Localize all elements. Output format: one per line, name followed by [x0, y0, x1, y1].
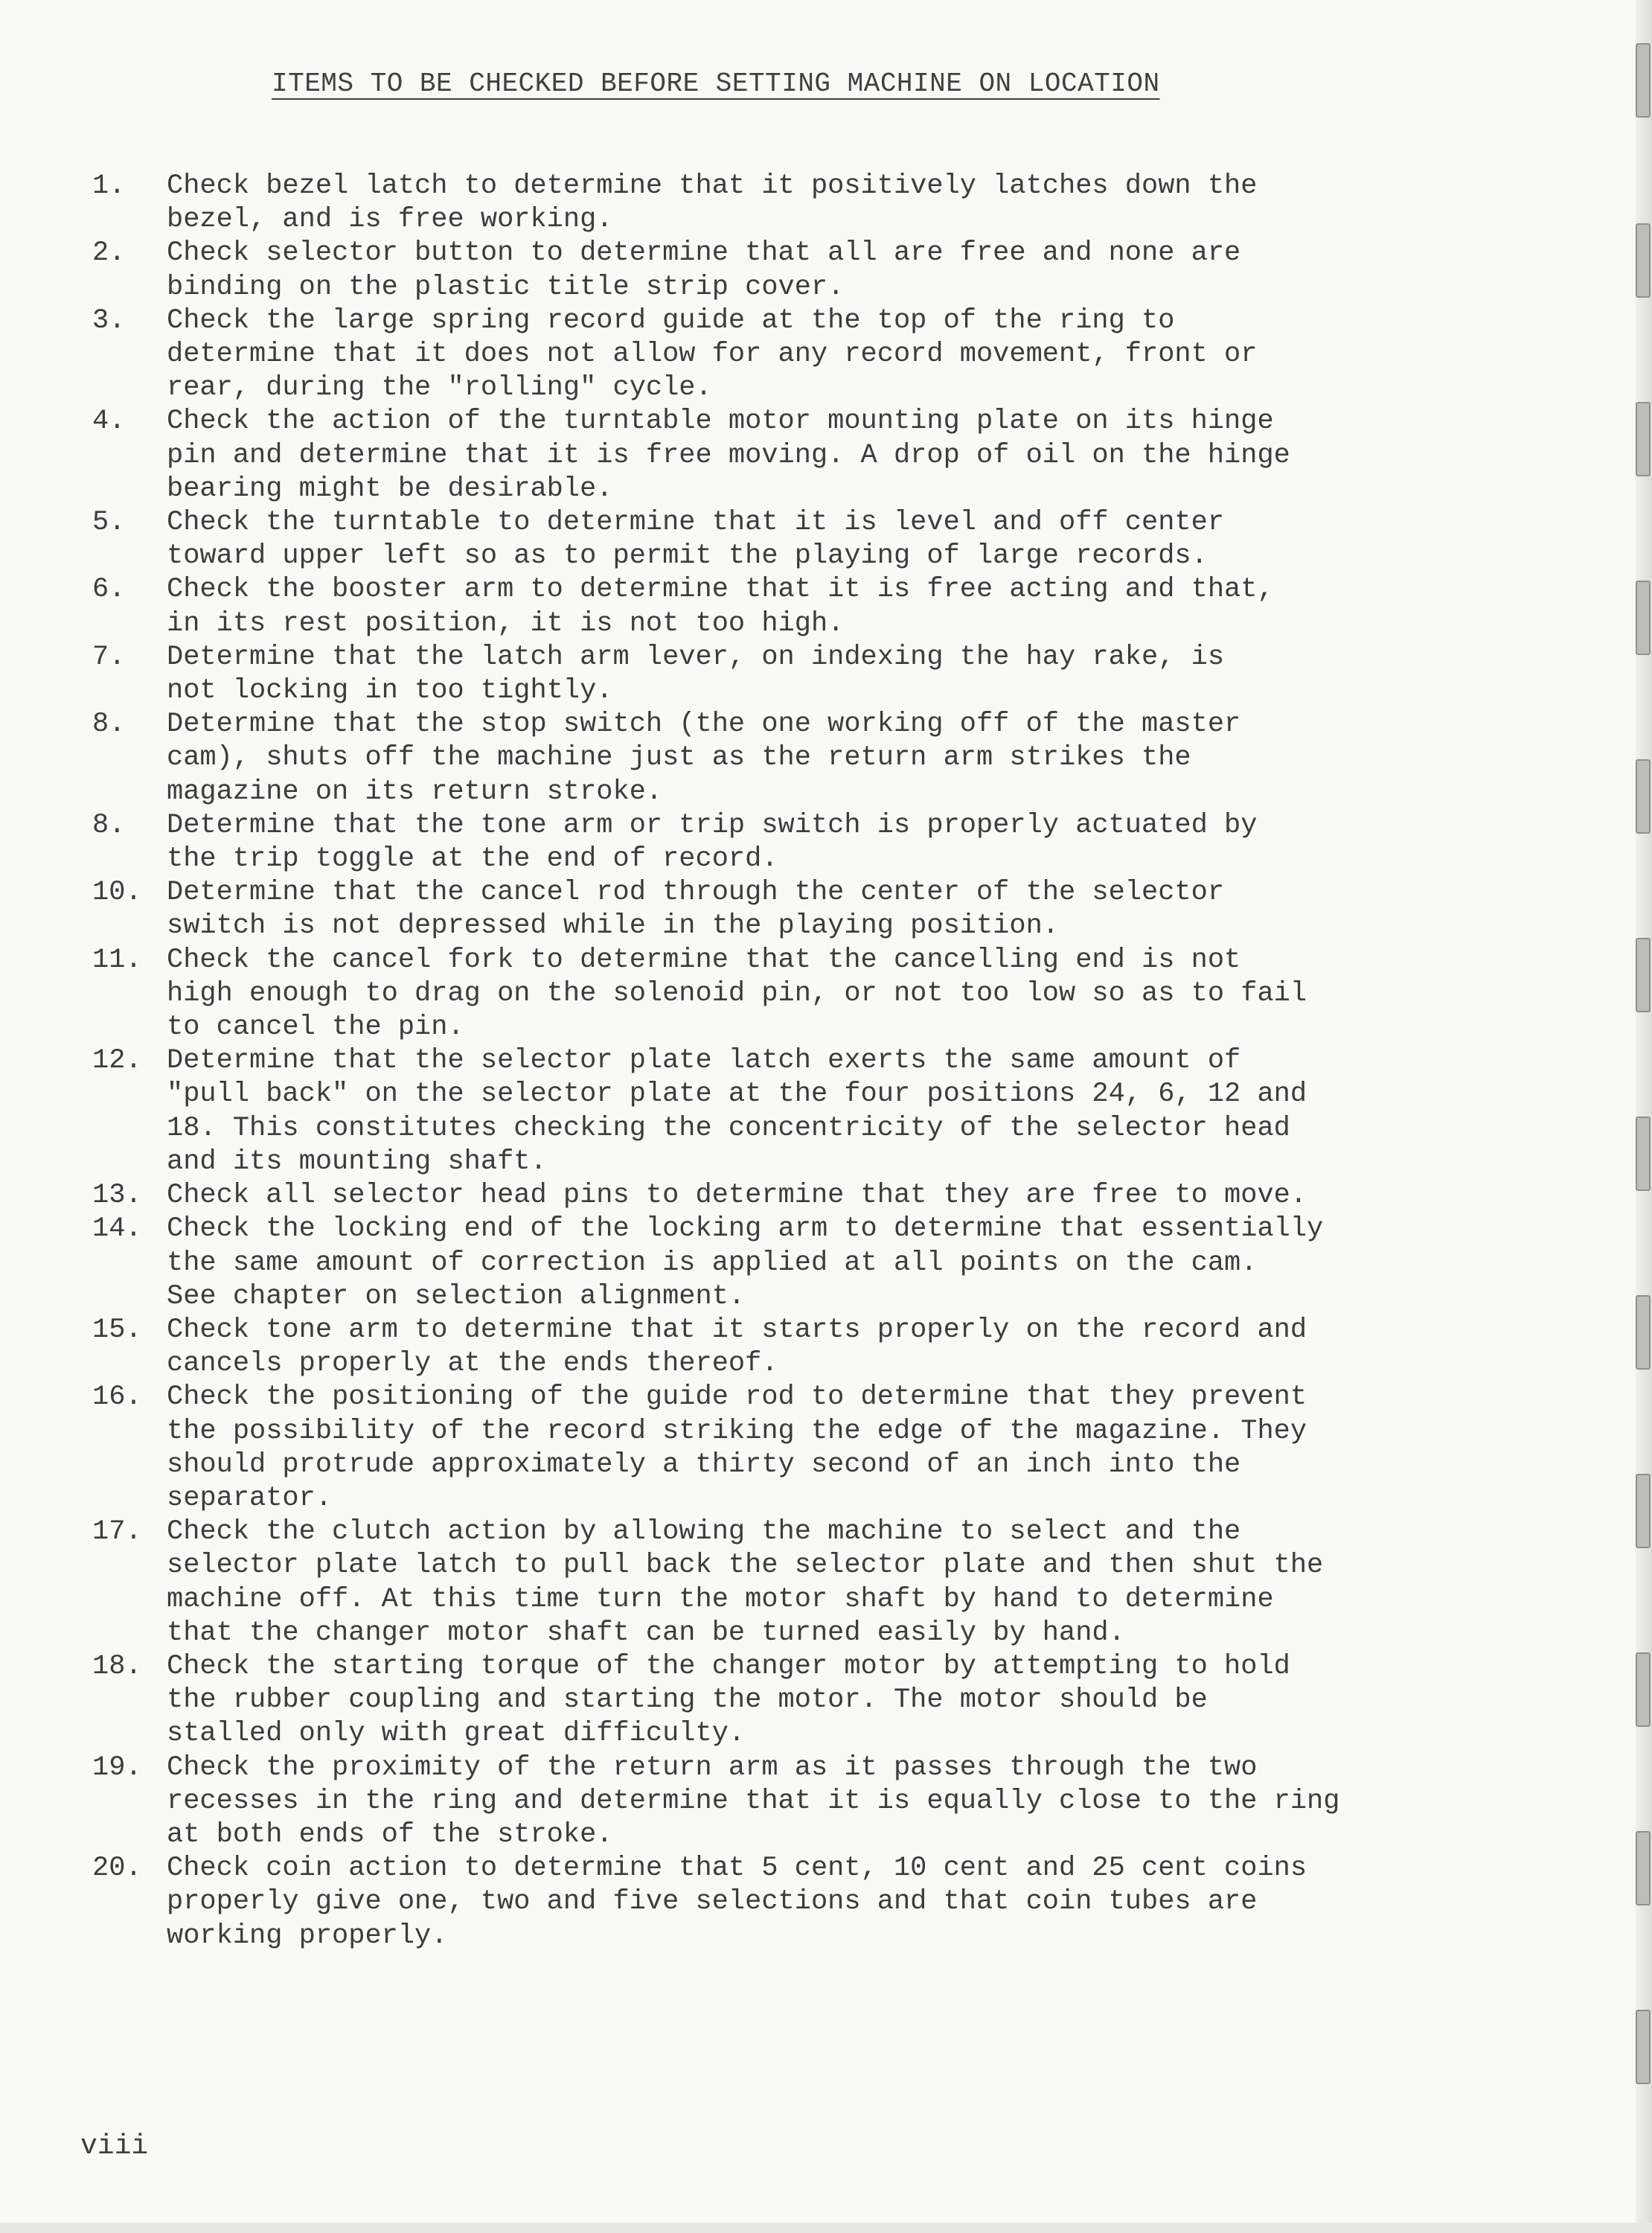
item-number: 17. [92, 1516, 142, 1548]
checklist-item [74, 1852, 1377, 1953]
item-number: 4. [92, 406, 126, 438]
binder-tab [1636, 1831, 1651, 1905]
item-text: Check the large spring record guide at the top of the ring to determine that it does not allow for any record movement, front or rear, during the "rolling" cycle. [167, 304, 1258, 404]
item-number: 2. [92, 237, 126, 269]
item-number: 14. [92, 1213, 142, 1245]
item-number: 8. [92, 709, 126, 741]
item-text: Check all selector head pins to determine that they are free to move. [167, 1180, 1307, 1212]
checklist-item [74, 573, 1377, 640]
item-text: Check the proximity of the return arm as it passes through the two recesses in the ring and determine that it is equally close to the ring at both ends of the stroke. [167, 1751, 1340, 1850]
binder-tab [1636, 1474, 1651, 1548]
item-number: 19. [92, 1751, 142, 1783]
item-text: Check the action of the turntable motor mounting plate on its hinge pin and determine that it is free moving. A drop of oil on the hinge bearing might be desirable. [167, 406, 1290, 505]
item-text: Check the turntable to determine that it is level and off center toward upper left so as to permit the playing of large records. [167, 507, 1225, 572]
item-text: Determine that the tone arm or trip switch is properly actuated by the trip toggle at the end of record. [167, 809, 1258, 875]
item-text: Check the booster arm to determine that it is free acting and that, in its rest position, it is not too high. [167, 574, 1274, 639]
item-text: Check the locking end of the locking arm to determine that essentially the same amount of correction is applied at all points on the cam. See chapter on selection alignment. [167, 1213, 1324, 1312]
checklist-item [74, 708, 1377, 809]
binder-tab [1636, 581, 1651, 655]
checklist-item [74, 304, 1377, 406]
checklist [74, 170, 1377, 1953]
item-number: 8. [92, 809, 126, 841]
item-number: 1. [92, 170, 126, 202]
checklist-item [74, 1213, 1377, 1314]
checklist-item [74, 237, 1377, 304]
checklist-item [74, 641, 1377, 708]
checklist-item [74, 1314, 1377, 1381]
binder-tab [1636, 2010, 1651, 2084]
binder-tab [1636, 402, 1651, 476]
binder-tab [1636, 1295, 1651, 1370]
page-title: ITEMS TO BE CHECKED BEFORE SETTING MACHINE ON LOCATION [272, 68, 1160, 99]
checklist-item [74, 170, 1377, 237]
item-number: 12. [92, 1045, 142, 1077]
item-number: 13. [92, 1180, 142, 1212]
item-text: Check the cancel fork to determine that the cancelling end is not high enough to drag on the solenoid pin, or not too low so as to fail to cancel the pin. [167, 944, 1307, 1044]
checklist-item [74, 809, 1377, 876]
item-text: Determine that the stop switch (the one working off of the master cam), shuts off the machine just as the return arm strikes the magazine on its return stroke. [167, 709, 1241, 808]
item-text: Determine that the cancel rod through the center of the selector switch is not depressed while in the playing position. [167, 877, 1225, 942]
item-number: 15. [92, 1314, 142, 1346]
item-number: 18. [92, 1650, 142, 1682]
item-number: 16. [92, 1381, 142, 1413]
checklist-item [74, 1179, 1377, 1213]
item-number: 10. [92, 877, 142, 909]
checklist-item [74, 1381, 1377, 1515]
item-number: 5. [92, 507, 126, 539]
binder-tab [1636, 1116, 1651, 1191]
checklist-item [74, 1515, 1377, 1650]
binder-tab [1636, 43, 1651, 118]
scan-bottom-edge [0, 2223, 1652, 2233]
binder-tab [1636, 223, 1651, 298]
item-text: Determine that the selector plate latch exerts the same amount of "pull back" on the selector plate at the four positions 24, 6, 12 and 18. This constitutes checking the concentricity of the selector head and its mounting shaft. [167, 1045, 1307, 1178]
checklist-item [74, 506, 1377, 573]
checklist-item [74, 1044, 1377, 1179]
item-text: Check the positioning of the guide rod to determine that they prevent the possibility of the record striking the edge of the magazine. They should protrude approximately a thirty second of an inch into the separator. [167, 1381, 1307, 1514]
item-number: 3. [92, 304, 126, 336]
item-text: Determine that the latch arm lever, on indexing the hay rake, is not locking in too tightly. [167, 641, 1225, 707]
checklist-item [74, 944, 1377, 1045]
checklist-item [74, 1751, 1377, 1853]
item-text: Check the starting torque of the changer motor by attempting to hold the rubber coupling and starting the motor. The motor should be stalled only with great difficulty. [167, 1650, 1290, 1750]
item-text: Check tone arm to determine that it starts properly on the record and cancels properly at the ends thereof. [167, 1314, 1307, 1380]
item-number: 20. [92, 1853, 142, 1885]
item-number: 6. [92, 574, 126, 606]
page-number: viii [80, 2130, 149, 2162]
item-text: Check the clutch action by allowing the machine to select and the selector plate latch to pull back the selector plate and then shut the machine off. At this time turn the motor shaft by hand to determine that the changer motor shaft can be turned easily by hand. [167, 1516, 1324, 1649]
checklist-item [74, 405, 1377, 506]
item-text: Check coin action to determine that 5 cent, 10 cent and 25 cent coins properly give one, two and five selections and that coin tubes are working properly. [167, 1853, 1307, 1952]
binder-edge [1636, 0, 1652, 2233]
binder-tab [1636, 1652, 1651, 1727]
checklist-item [74, 1650, 1377, 1751]
item-number: 7. [92, 641, 126, 673]
checklist-item [74, 876, 1377, 943]
binder-tab [1636, 759, 1651, 834]
item-text: Check bezel latch to determine that it positively latches down the bezel, and is free working. [167, 170, 1258, 236]
item-text: Check selector button to determine that all are free and none are binding on the plastic title strip cover. [167, 237, 1241, 303]
item-number: 11. [92, 944, 142, 976]
binder-tab [1636, 938, 1651, 1012]
